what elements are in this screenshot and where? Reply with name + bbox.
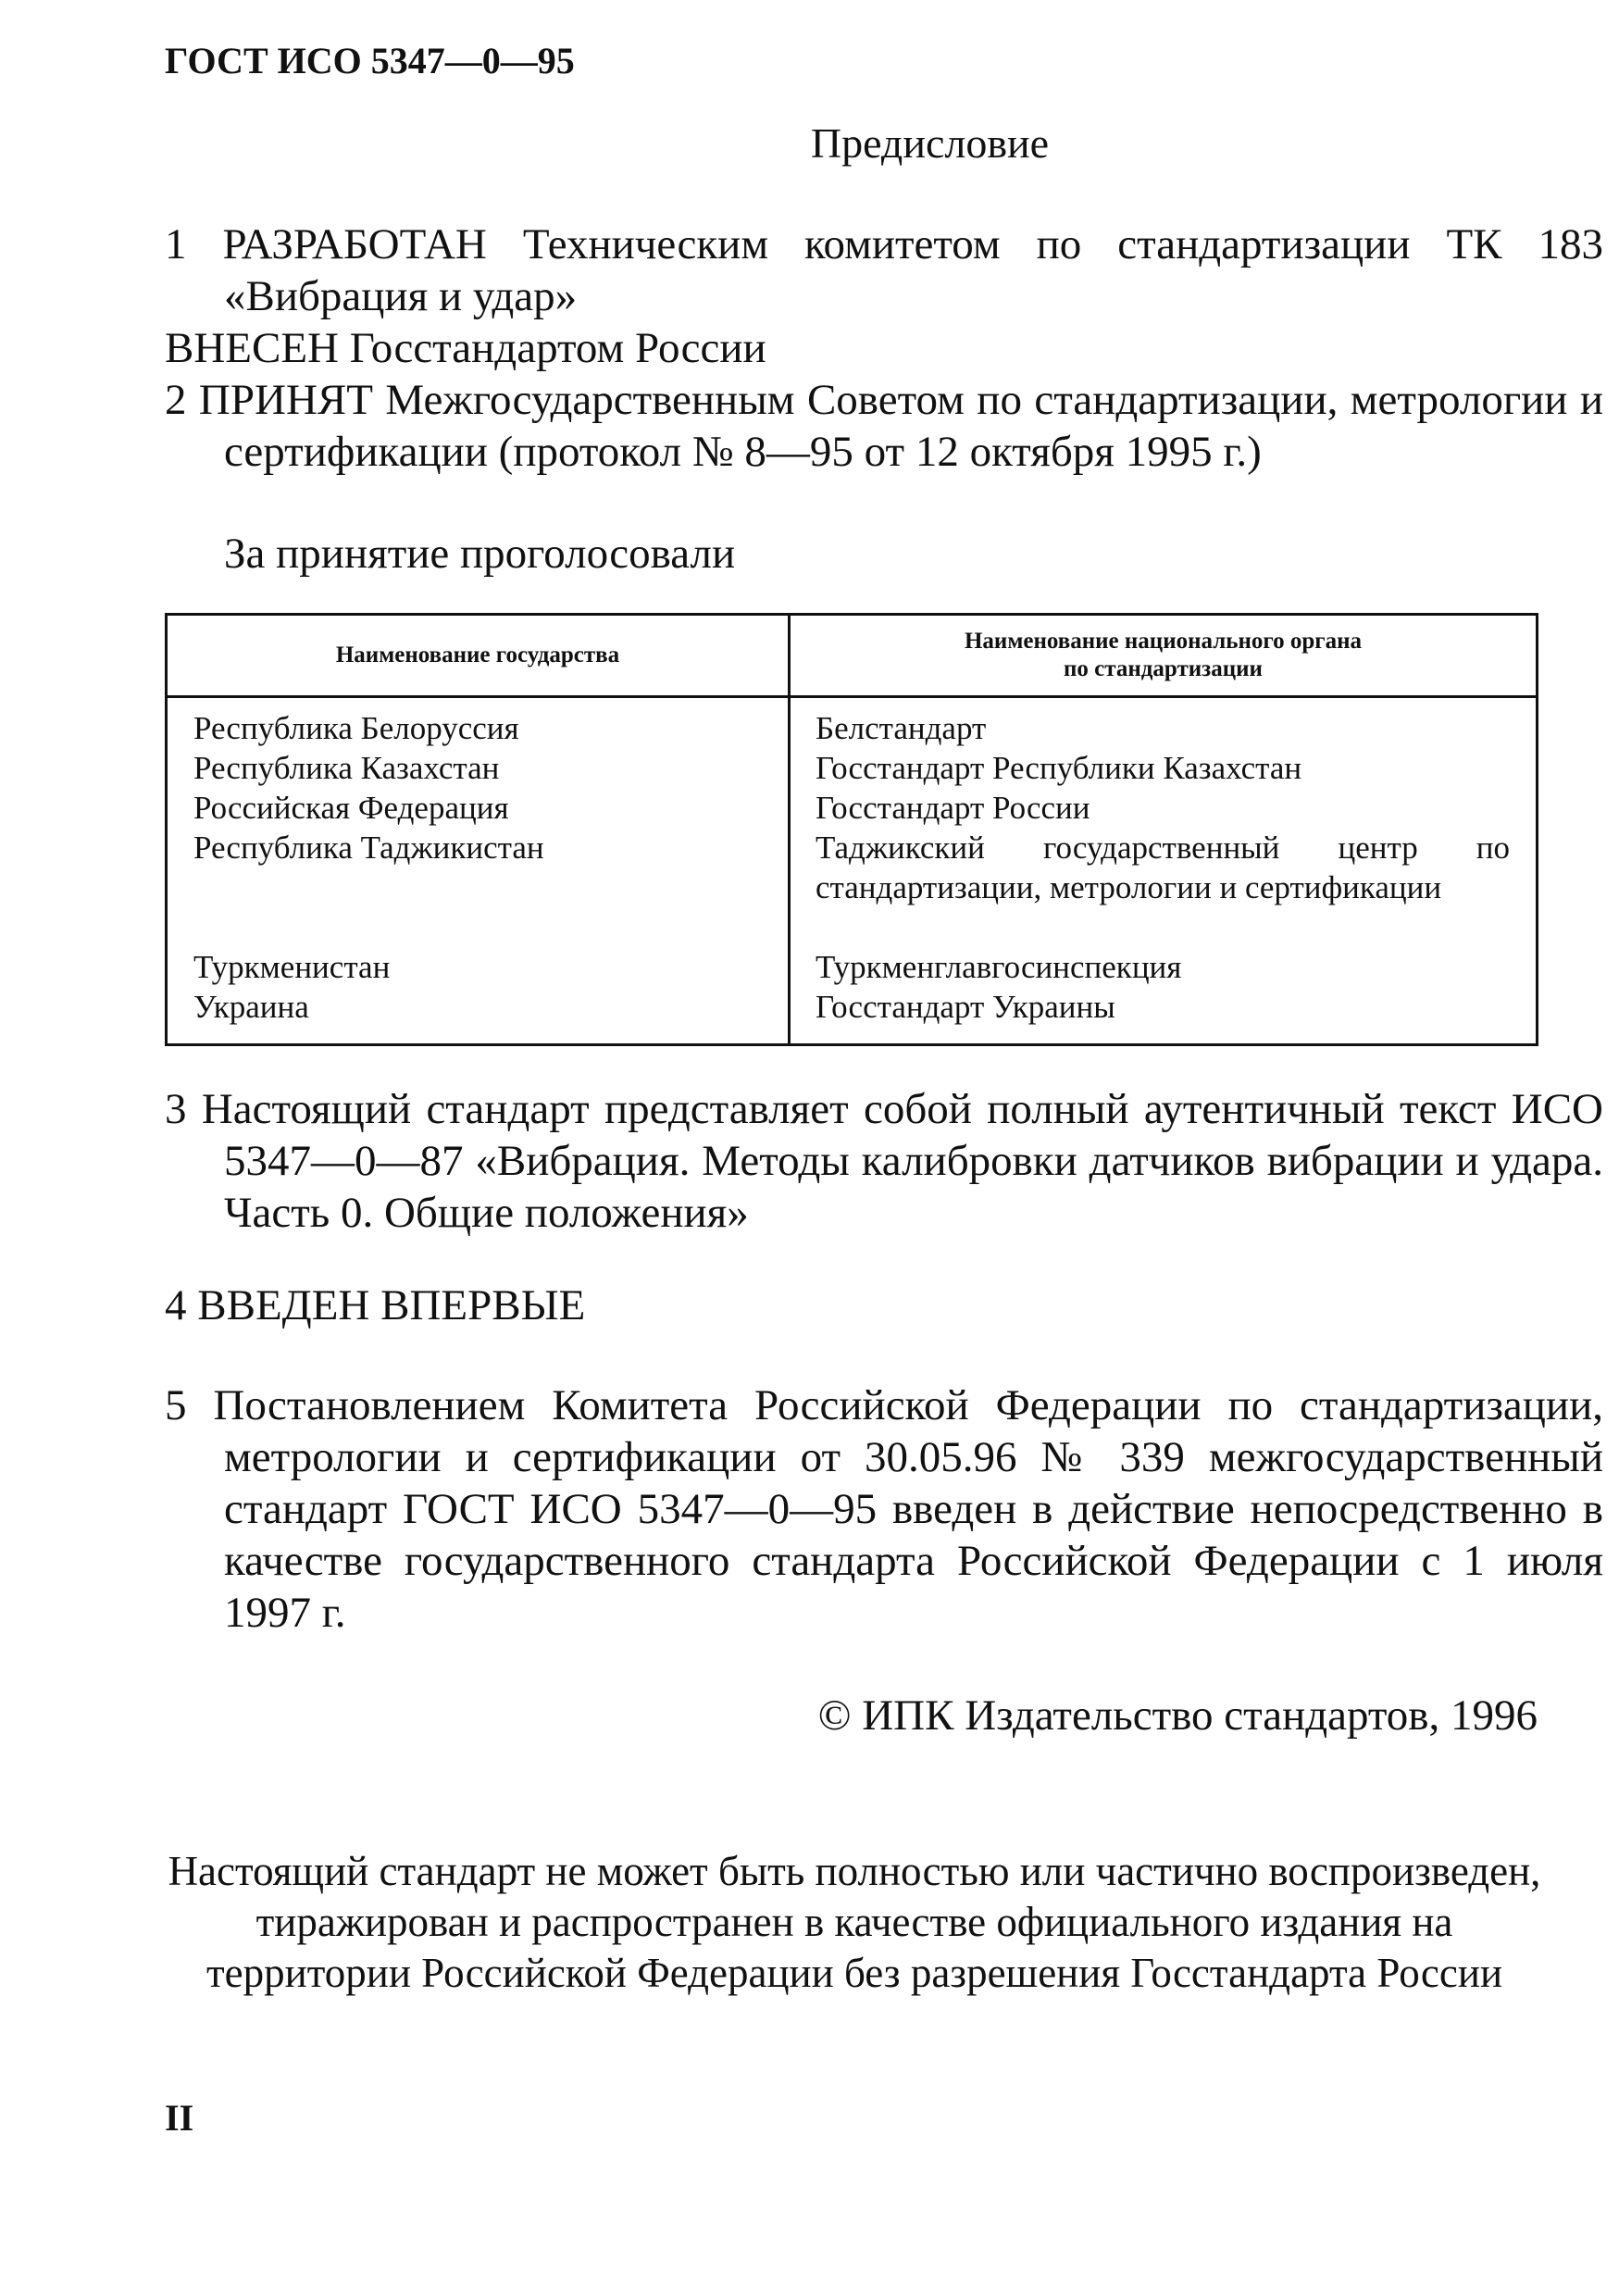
table-row-state: Республика Таджикистан <box>193 830 544 866</box>
table-header-divider <box>168 695 1536 698</box>
table-row-state: Республика Казахстан <box>193 750 500 786</box>
table-row-state: Российская Федерация <box>193 790 509 826</box>
table-row-body: Госстандарт Украины <box>816 989 1115 1025</box>
section-2-vote-label: За принятие проголосовали <box>224 530 736 578</box>
table-row-body: Госстандарт России <box>816 790 1090 826</box>
table-header-national-body <box>791 616 1536 695</box>
table-row-state: Туркменистан <box>193 949 391 985</box>
table-header-state-label: Наименование государства <box>335 643 620 668</box>
table-header-state <box>168 616 788 695</box>
table-row-body: Госстандарт Республики Казахстан <box>816 750 1302 786</box>
table-header-national-body-line-2: по стандартизации <box>1064 656 1263 681</box>
reproduction-notice: Настоящий стандарт не может быть полностью или частично воспроизведен, тиражирован и распространен в качестве официального издания на территории Российской Федерации без разрешения Госстандарта России <box>168 1848 1541 1996</box>
standard-code-header: ГОСТ ИСО 5347—0—95 <box>165 40 575 81</box>
page-number: II <box>165 2097 194 2139</box>
table-header-national-body-label <box>965 628 1362 683</box>
table-row-state: Республика Белоруссия <box>193 710 519 746</box>
copyright-line: © ИПК Издательство стандартов, 1996 <box>817 1691 1538 1740</box>
section-5-resolution: 5 Постановлением Комитета Российской Федерации по стандартизации, метрологии и сертификации от 30.05.96 № 339 межгосударственный стандарт ГОСТ ИСО 5347—0—95 введен в действие непосредственно в качестве государственного стандарта Российской Федерации с 1 июля 1997 г. <box>165 1381 1603 1637</box>
page-title: Предисловие <box>810 119 1050 167</box>
table-row-state: Украина <box>193 989 309 1025</box>
table-row-body: Белстандарт <box>816 710 987 746</box>
table-row-body: Таджикский государственный центр по стандартизации, метрологии и сертификации <box>816 830 1510 905</box>
section-1-introduced: ВНЕСЕН Госстандартом России <box>165 324 766 372</box>
section-1-developed: 1 РАЗРАБОТАН Техническим комитетом по стандартизации ТК 183 «Вибрация и удар» <box>165 220 1603 320</box>
voting-states-table <box>165 613 1538 1046</box>
table-row-body: Туркменглавгосинспекция <box>816 949 1182 985</box>
section-2-adopted: 2 ПРИНЯТ Межгосударственным Советом по стандартизации, метрологии и сертификации (протокол № 8—95 от 12 октября 1995 г.) <box>165 376 1603 476</box>
section-4-first-introduced: 4 ВВЕДЕН ВПЕРВЫЕ <box>165 1281 586 1329</box>
table-header-national-body-line-1: Наименование национального органа <box>964 629 1363 654</box>
section-3-authentic-text: 3 Настоящий стандарт представляет собой полный аутентичный текст ИСО 5347—0—87 «Вибрация. Методы калибровки датчиков вибрации и удара. Часть 0. Общие положения» <box>165 1085 1603 1237</box>
